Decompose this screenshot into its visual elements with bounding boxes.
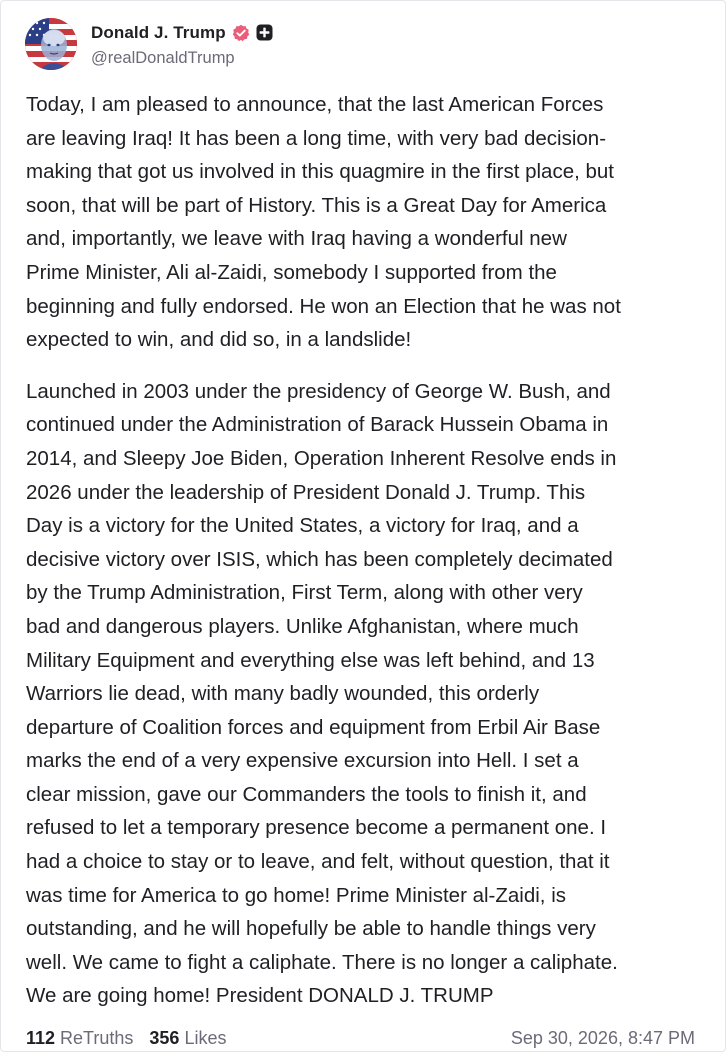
author-name[interactable]: Donald J. Trump: [91, 22, 226, 42]
verified-badge-icon: [232, 24, 250, 42]
post-body: [26, 88, 706, 1031]
likes-stat[interactable]: [149, 1028, 226, 1049]
author-handle[interactable]: @realDonaldTrump: [91, 48, 235, 67]
avatar[interactable]: [25, 18, 77, 70]
plus-badge-icon: [256, 24, 273, 41]
retruths-label: ReTruths: [60, 1027, 134, 1048]
post-timestamp[interactable]: Sep 30, 2026, 8:47 PM: [510, 1027, 695, 1048]
post-header: [25, 17, 273, 71]
retruths-count: 112: [26, 1027, 56, 1048]
post-paragraph-2: Launched in 2003 under the presidency of George W. Bush, and continued under the Administration of Barack Hussein Obama in 2014, and Sleepy Joe Biden, Operation Inherent Resolve ends in 2026 under the leadership of President Donald J. Trump. This Day is a victory for the United States, a victory for Iraq, and a decisive victory over ISIS, which has been completely decimated by the Trump Administration, First Term, along with other very bad and dangerous players. Unlike Afghanistan, where much Military Equipment and everything else was left behind, and 13 Warriors lie dead, with many badly wounded, this orderly departure of Coalition forces and equipment from Erbil Air Base marks the end of a very expensive excursion into Hell. I set a clear mission, gave our Commanders the tools to finish it, and refused to let a temporary presence become a permanent one. I had a choice to stay or to leave, and felt, without question, that it was time for America to go home! Prime Minister al-Zaidi, is outstanding, and he will hopefully be able to handle things very well. We came to fight a caliphate. There is no longer a caliphate. We are going home! President DONALD J. TRUMP: [26, 379, 618, 1008]
post-footer: [26, 1026, 695, 1050]
likes-label: Likes: [184, 1027, 227, 1048]
likes-count: 356: [149, 1027, 180, 1048]
author-name-row: [91, 21, 273, 45]
author-identity: [91, 21, 273, 68]
flag-portrait-avatar-icon: [25, 18, 77, 70]
post-paragraph-1: Today, I am pleased to announce, that the last American Forces are leaving Iraq! It has been a long time, with very bad decision- making that got us involved in this quagmire in the first place, but soon, that will be part of History. This is a Great Day for America and, importantly, we leave with Iraq having a wonderful new Prime Minister, Ali al-Zaidi, somebody I supported from the beginning and fully endorsed. He won an Election that he was not expected to win, and did so, in a landslide!: [26, 93, 621, 352]
post-stats: [26, 1028, 242, 1049]
retruths-stat[interactable]: [26, 1028, 133, 1049]
